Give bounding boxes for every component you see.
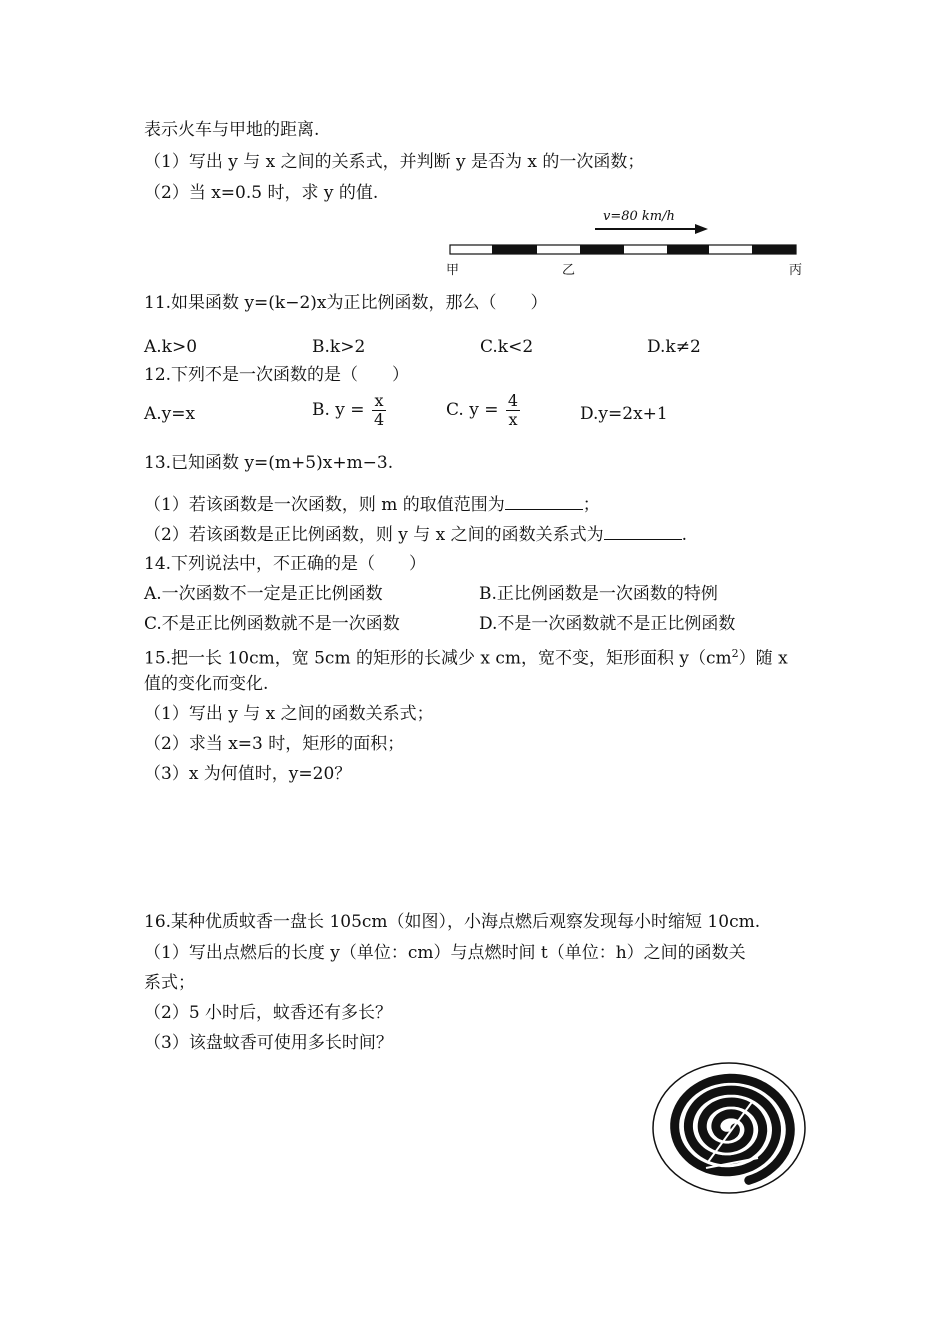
question-14-stem: 14.下列说法中，不正确的是（ ） — [144, 554, 427, 574]
question-12-option-d: D.y=2x+1 — [580, 404, 668, 424]
speed-label: v=80 km/h — [603, 209, 675, 224]
question-13-stem: 13.已知函数 y=(m+5)x+m−3. — [144, 453, 394, 473]
track-segment-black-1 — [492, 245, 537, 254]
question-14-option-d: D.不是一次函数就不是正比例函数 — [479, 614, 736, 634]
question-15-part-2: （2）求当 x=3 时，矩形的面积； — [144, 734, 405, 754]
track-segment-black-4 — [752, 245, 796, 254]
question-12-option-a: A.y=x — [144, 404, 196, 424]
question-11-option-d: D.k≠2 — [647, 337, 701, 357]
continued-text: 表示火车与甲地的距离. — [144, 120, 320, 140]
question-12-stem: 12.下列不是一次函数的是（ ） — [144, 365, 410, 385]
question-10-part-1: （1）写出 y 与 x 之间的关系式，并判断 y 是否为 x 的一次函数； — [144, 152, 645, 172]
question-15-stem: 15.把一长 10cm，宽 5cm 的矩形的长减少 x cm，宽不变，矩形面积 $y(cm^2)$随 x — [144, 647, 788, 669]
question-14-option-c: C.不是正比例函数就不是一次函数 — [144, 614, 400, 634]
track-segment-black-2 — [580, 245, 624, 254]
question-14-option-a: A.一次函数不一定是正比例函数 — [144, 584, 383, 604]
question-13-part-2: （2）若该函数是正比例函数，则 y 与 x 之间的函数关系式为 . — [144, 525, 688, 545]
label-bing: 丙 — [789, 263, 803, 278]
question-10-part-2: （2）当 x=0.5 时，求 y 的值. — [144, 183, 379, 203]
fraction-x-over-4: $\frac{x}{4}$ — [373, 391, 385, 429]
label-jia: 甲 — [446, 263, 460, 278]
track-segment-black-3 — [667, 245, 709, 254]
question-12-option-b: B. y = $\frac{x}{4}$ — [312, 391, 385, 429]
question-11-stem: 11.如果函数 y=(k−2)x为正比例函数，那么（ ） — [144, 293, 548, 313]
question-16-part-2: （2）5 小时后，蚊香还有多长？ — [144, 1003, 393, 1023]
question-16-part-1a: （1）写出点燃后的长度 y（单位：cm）与点燃时间 t（单位：h）之间的函数关 — [144, 943, 746, 963]
question-15-stem-cont: 值的变化而变化. — [144, 674, 269, 694]
label-yi: 乙 — [562, 263, 576, 278]
question-11-option-b: B.k>2 — [312, 337, 366, 357]
question-14-option-b: B.正比例函数是一次函数的特例 — [479, 584, 718, 604]
mosquito-coil-figure — [648, 1058, 810, 1198]
question-16-part-1b: 系式； — [144, 973, 195, 993]
question-12-option-c: C. y = $\frac{4}{x}$ — [446, 391, 519, 429]
question-11-option-c: C.k<2 — [480, 337, 534, 357]
fraction-4-over-x: $\frac{4}{x}$ — [507, 391, 519, 429]
question-13-part-1: （1）若该函数是一次函数，则 m 的取值范围为 ； — [144, 495, 600, 515]
answer-blank-1 — [505, 495, 583, 510]
question-11-option-a: A.k>0 — [144, 337, 198, 357]
speed-arrow-head — [695, 224, 708, 234]
train-track-figure — [440, 200, 810, 280]
answer-blank-2 — [604, 525, 682, 540]
question-16-part-3: （3）该盘蚊香可使用多长时间？ — [144, 1033, 393, 1053]
question-16-stem: 16.某种优质蚊香一盘长 105cm（如图），小海点燃后观察发现每小时缩短 10cm. — [144, 912, 761, 932]
question-15-part-3: （3）x 为何值时，y=20？ — [144, 764, 352, 784]
question-15-part-1: （1）写出 y 与 x 之间的函数关系式； — [144, 704, 434, 724]
